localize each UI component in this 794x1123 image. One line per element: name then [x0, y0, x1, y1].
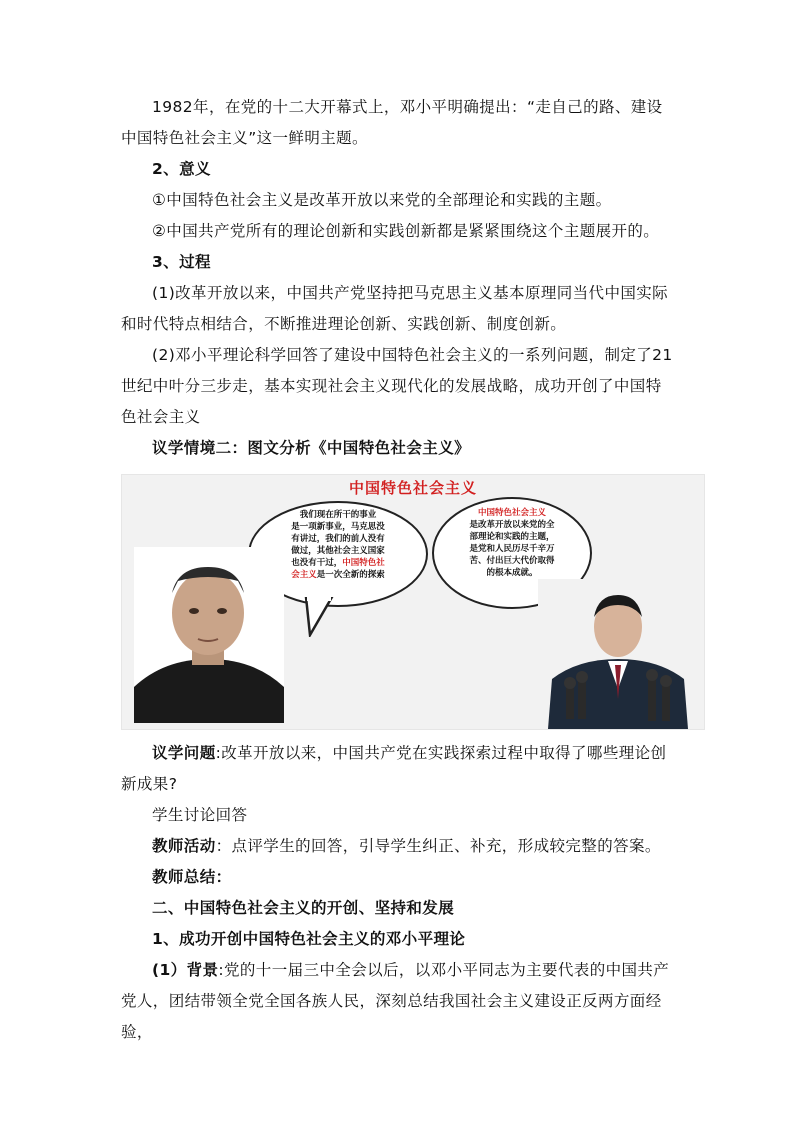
- right-bubble-text: 中国特色社会主义 是改革开放以来党的全 部理论和实践的主题， 是党和人民历尽千辛万 苦、付出巨大代价取得 的根本成就。: [469, 508, 555, 578]
- portrait-right-image: [538, 579, 704, 729]
- left-bubble-tail-icon: [302, 597, 342, 637]
- question-text: :改革开放以来，中国共产党在实践探索过程中取得了哪些理论创新成果?: [121, 744, 667, 793]
- paragraph-1982: 1982年，在党的十二大开幕式上，邓小平明确提出：“走自己的路、建设中国特色社会主义”这一鲜明主题。: [121, 98, 663, 147]
- question-paragraph: [121, 738, 676, 800]
- teacher-activity-label: 教师活动: [152, 837, 216, 855]
- question-label: 议学问题: [152, 744, 216, 762]
- background-paragraph: [121, 955, 676, 1048]
- student-discussion: 学生讨论回答: [152, 806, 248, 824]
- teacher-summary: 教师总结：: [152, 868, 232, 886]
- left-bubble-text: 我们现在所干的事业 是一项新事业，马克思没 有讲过，我们的前人没有 做过，其他社会主义国家 也没有干过，中国特色社 会主义是一次全新的探索: [291, 510, 385, 580]
- figure-title: 中国特色社会主义: [348, 479, 477, 497]
- background-text: :党的十一届三中全会以后，以邓小平同志为主要代表的中国共产党人，团结带领全党全国各族人民，深刻总结我国社会主义建设正反两方面经验，: [121, 961, 670, 1041]
- meaning-item-1: ①中国特色社会主义是改革开放以来党的全部理论和实践的主题。: [152, 191, 612, 209]
- meaning-item-2: ②中国共产党所有的理论创新和实践创新都是紧紧围绕这个主题展开的。: [152, 222, 660, 240]
- document-page: [121, 92, 676, 1048]
- background-label: (1）背景: [152, 961, 219, 979]
- illustration-figure: [121, 474, 705, 730]
- heading-meaning: 2、意义: [152, 160, 211, 178]
- process-item-2: (2)邓小平理论科学回答了建设中国特色社会主义的一系列问题，制定了21世纪中叶分三步走，基本实现社会主义现代化的发展战略，成功开创了中国特色社会主义: [121, 346, 673, 426]
- section-two-heading: 二、中国特色社会主义的开创、坚持和发展: [152, 899, 455, 917]
- scenario-title: 议学情境二：图文分析《中国特色社会主义》: [152, 439, 471, 457]
- portrait-left-image: [134, 547, 284, 723]
- process-item-1: (1)改革开放以来，中国共产党坚持把马克思主义基本原理同当代中国实际和时代特点相结合，不断推进理论创新、实践创新、制度创新。: [121, 284, 669, 333]
- subsection-one-heading: 1、成功开创中国特色社会主义的邓小平理论: [152, 930, 466, 948]
- heading-process: 3、过程: [152, 253, 211, 271]
- teacher-activity: [121, 831, 676, 862]
- teacher-activity-text: ：点评学生的回答，引导学生纠正、补充，形成较完整的答案。: [215, 837, 661, 855]
